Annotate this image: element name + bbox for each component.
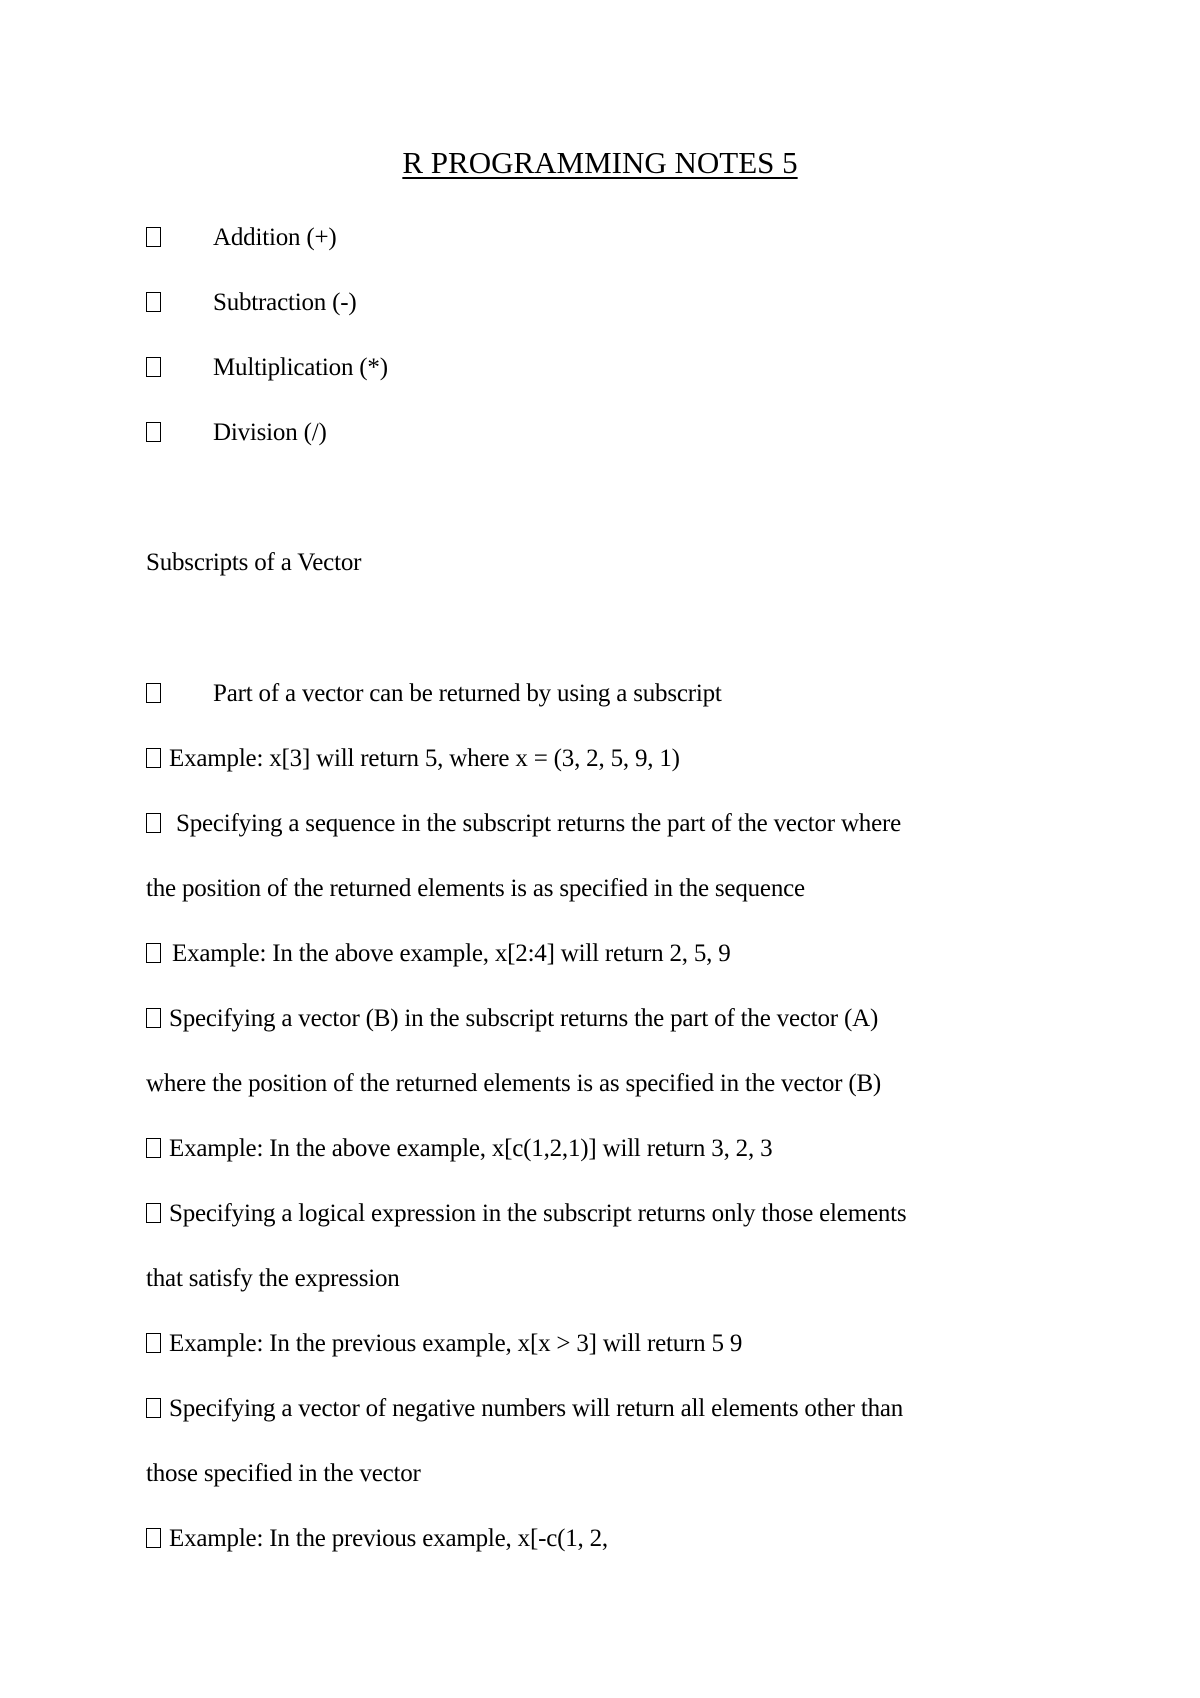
list-item: [146, 1197, 906, 1231]
list-item-text: Subtraction (-): [213, 289, 357, 316]
continuation-line: the position of the returned elements is as specified in the sequence: [146, 875, 805, 902]
list-item-addition: [146, 221, 337, 255]
missing-glyph-box-icon: [146, 943, 161, 963]
missing-glyph-box-icon: [146, 227, 161, 247]
list-item-multiplication: [146, 351, 388, 385]
list-item-division: [146, 416, 327, 450]
list-item: [146, 1002, 878, 1036]
list-item-text: Specifying a logical expression in the subscript returns only those elements: [169, 1200, 907, 1227]
page-title: R PROGRAMMING NOTES 5: [402, 145, 798, 180]
missing-glyph-box-icon: [146, 1528, 161, 1548]
missing-glyph-box-icon: [146, 813, 161, 833]
missing-glyph-box-icon: [146, 357, 161, 377]
missing-glyph-box-icon: [146, 748, 161, 768]
missing-glyph-box-icon: [146, 683, 161, 703]
continuation-line: that satisfy the expression: [146, 1265, 400, 1292]
list-item: [146, 1327, 742, 1361]
list-item-text: Specifying a vector (B) in the subscript returns the part of the vector (A): [169, 1005, 879, 1032]
list-item-text: Example: In the previous example, x[x > 3] will return 5 9: [169, 1330, 743, 1357]
list-item-text: Division (/): [213, 419, 327, 446]
list-item: [146, 1392, 903, 1426]
list-item-subtraction: [146, 286, 357, 320]
list-item-text: Example: In the above example, x[c(1,2,1)] will return 3, 2, 3: [169, 1135, 773, 1162]
missing-glyph-box-icon: [146, 1398, 161, 1418]
list-item: [146, 677, 722, 711]
list-item: [146, 742, 680, 776]
missing-glyph-box-icon: [146, 1333, 161, 1353]
continuation-line: where the position of the returned elements is as specified in the vector (B): [146, 1070, 882, 1097]
list-item-text: Specifying a vector of negative numbers will return all elements other than: [169, 1395, 904, 1422]
missing-glyph-box-icon: [146, 422, 161, 442]
missing-glyph-box-icon: [146, 1138, 161, 1158]
list-item-text: Example: x[3] will return 5, where x = (3, 2, 5, 9, 1): [169, 745, 680, 772]
list-item-text: Example: In the previous example, x[-c(1, 2,: [169, 1525, 608, 1552]
list-item: [146, 937, 731, 971]
section-heading: Subscripts of a Vector: [146, 549, 362, 576]
list-item: [146, 1132, 772, 1166]
list-item: [146, 807, 901, 841]
list-item-text: Specifying a sequence in the subscript returns the part of the vector where: [176, 810, 902, 837]
list-item-text: Example: In the above example, x[2:4] will return 2, 5, 9: [172, 940, 731, 967]
missing-glyph-box-icon: [146, 1008, 161, 1028]
missing-glyph-box-icon: [146, 1203, 161, 1223]
list-item-text: Multiplication (*): [213, 354, 388, 381]
list-item: [146, 1522, 608, 1556]
list-item-text: Part of a vector can be returned by using a subscript: [213, 680, 722, 707]
continuation-line: those specified in the vector: [146, 1460, 421, 1487]
list-item-text: Addition (+): [213, 224, 337, 251]
missing-glyph-box-icon: [146, 292, 161, 312]
